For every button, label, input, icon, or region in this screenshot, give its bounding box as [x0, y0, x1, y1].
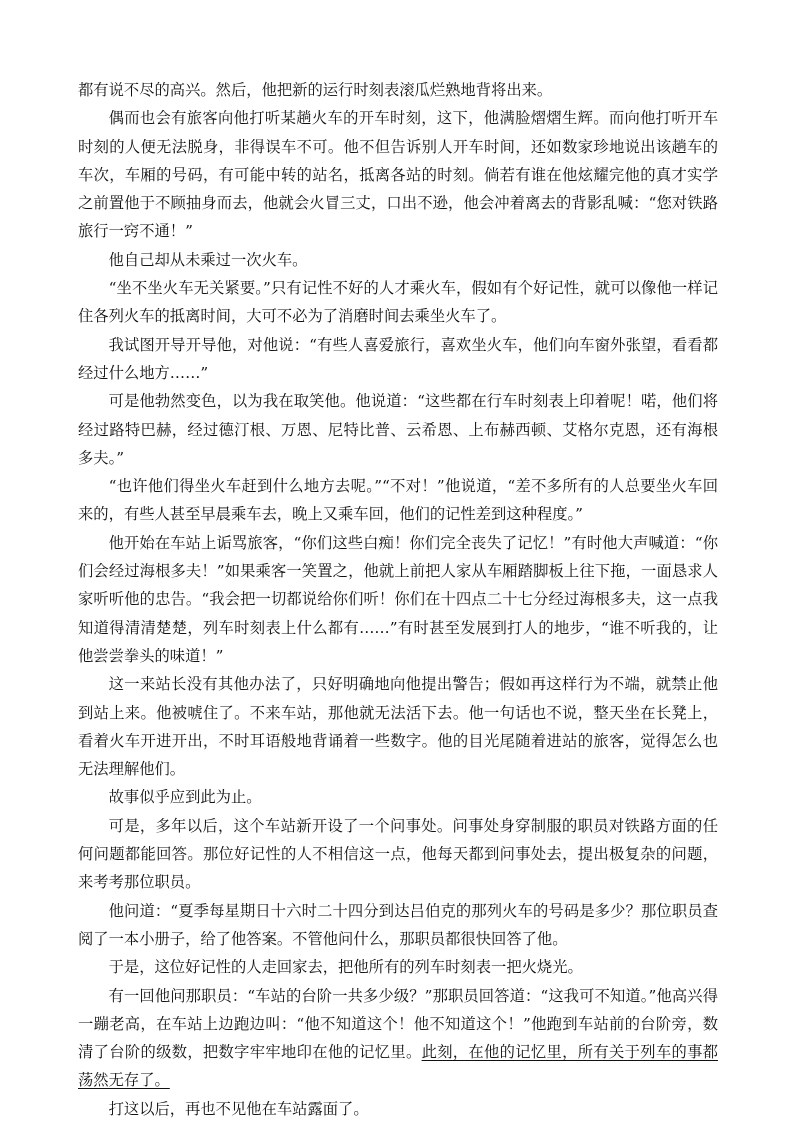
paragraph: 他开始在车站上诟骂旅客，“你们这些白痴！你们完全丧失了记忆！”有时他大声喊道：“你们会经过海根多夫！”如果乘客一笑置之，他就上前把人家从车厢踏脚板上往下拖，一面恳求人家听听他的忠告。“我会把一切都说给你们听！你们在十四点二十七分经过海根多夫，这一点我知道得清清楚楚，列车时刻表上什么都有……”有时甚至发展到打人的地步，“谁不听我的，让他尝尝拳头的味道！”	[78, 533, 718, 665]
paragraph: “坐不坐火车无关紧要。”只有记性不好的人才乘火车，假如有个好记性，就可以像他一样记住各列火车的抵离时间，大可不必为了消磨时间去乘坐火车了。	[78, 279, 718, 326]
paragraph	[78, 982, 718, 1095]
paragraph: 于是，这位好记性的人走回家去，把他所有的列车时刻表一把火烧光。	[108, 958, 583, 977]
story-text	[78, 76, 718, 1123]
paragraph: 我试图开导开导他，对他说：“有些人喜爱旅行，喜欢坐火车，他们向车窗外张望，看看都经过什么地方……”	[78, 335, 718, 382]
paragraph: 他问道：“夏季每星期日十六时二十四分到达吕伯克的那列火车的号码是多少？那位职员查阅了一本小册子，给了他答案。不管他问什么，那职员都很快回答了他。	[78, 901, 718, 948]
underlined-sentence: 此刻，在他的记忆里，所有关于列车的事都荡然无存了。	[78, 1043, 718, 1090]
paragraph: 他自己却从未乘过一次火车。	[108, 250, 308, 269]
paragraph: 可是，多年以后，这个车站新开设了一个问事处。问事处身穿制服的职员对铁路方面的任何问题都能回答。那位好记性的人不相信这一点，他每天都到问事处去，提出极复杂的问题，来考考那位职员。	[78, 816, 718, 892]
paragraph: 可是他勃然变色，以为我在取笑他。他说道：“这些都在行车时刻表上印着呢！喏，他们将经过路特巴赫，经过德汀根、万恩、尼特比普、云希恩、上布赫西顿、艾格尔克恩，还有海根多夫。”	[78, 392, 718, 467]
paragraph: 故事似乎应到此为止。	[108, 788, 262, 807]
paragraph: 都有说不尽的高兴。然后，他把新的运行时刻表滚瓜烂熟地背将出来。	[78, 81, 553, 99]
paragraph: 偶而也会有旅客向他打听某趟火车的开车时刻，这下，他满脸熠熠生辉。而向他打听开车时刻的人便无法脱身，非得误车不可。他不但告诉别人开车时间，还如数家珍地说出该趟车的车次，车厢的号码，有可能中转的站名，抵离各站的时刻。倘若有谁在他炫耀完他的真才实学之前置他于不顾抽身而去，他就会火冒三丈，口出不逊，他会冲着离去的背影乱喊：“您对铁路旅行一窍不通！”	[78, 109, 718, 241]
paragraph: 打这以后，再也不见他在车站露面了。	[108, 1099, 369, 1118]
paragraph: “也许他们得坐火车赶到什么地方去呢。”“不对！”他说道，“差不多所有的人总要坐火车回来的，有些人甚至早晨乘车去，晚上又乘车回，他们的记性差到这种程度。”	[78, 477, 718, 524]
paragraph: 这一来站长没有其他办法了，只好明确地向他提出警告；假如再这样行为不端，就禁止他到站上来。他被唬住了。不来车站，那他就无法活下去。他一句话也不说，整天坐在长凳上，看着火车开进开出，不时耳语般地背诵着一些数字。他的目光尾随着进站的旅客，觉得怎么也无法理解他们。	[78, 675, 718, 779]
paragraph-text: 有一回他问那职员：“车站的台阶一共多少级？”那职员回答道：“这我可不知道。”他高兴得一蹦老高，在车站上边跑边叫：“他不知道这个！他不知道这个！”他跑到车站前的台阶旁，数清了台阶的级数，把数字牢牢地印在他的记忆里。	[78, 986, 718, 1062]
